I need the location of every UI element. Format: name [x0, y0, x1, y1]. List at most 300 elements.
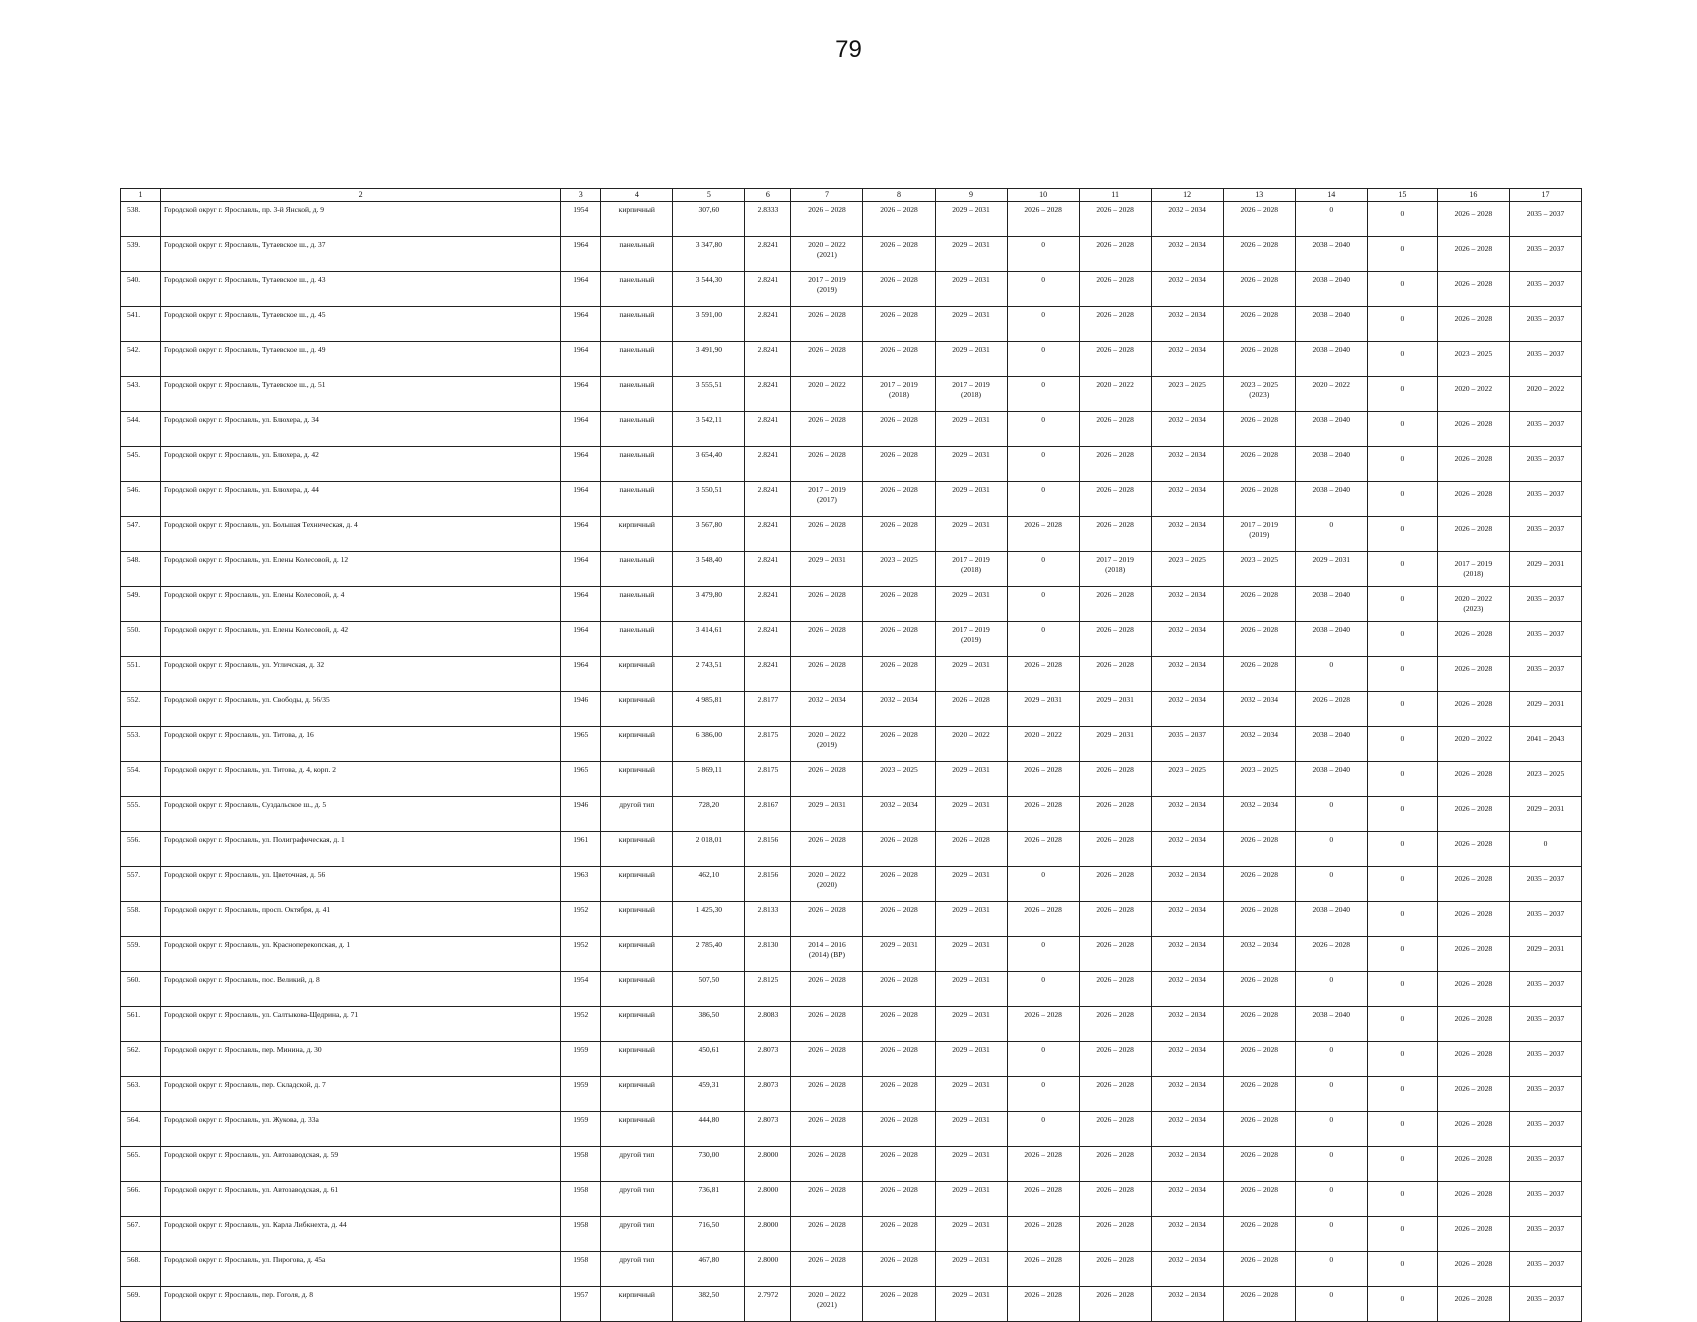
table-cell-col-1: 568. [121, 1252, 161, 1287]
table-row [121, 1007, 1582, 1042]
table-cell-col-7: 2026 – 2028 [791, 1182, 863, 1217]
table-cell-col-12: 2032 – 2034 [1151, 272, 1223, 307]
table-cell-col-2: Городской округ г. Ярославль, ул. Автозаводская, д. 59 [161, 1147, 561, 1182]
table-cell-col-4: кирпичный [601, 517, 673, 552]
table-cell-col-6: 2.8083 [745, 1007, 791, 1042]
table-cell-col-15: 0 [1367, 867, 1437, 902]
table-cell-col-1: 549. [121, 587, 161, 622]
table-cell-col-8: 2026 – 2028 [863, 1077, 935, 1112]
table-row [121, 482, 1582, 517]
table-cell-col-9: 2029 – 2031 [935, 517, 1007, 552]
table-cell-col-7: 2017 – 2019 (2019) [791, 272, 863, 307]
table-cell-col-7: 2026 – 2028 [791, 1042, 863, 1077]
table-cell-col-6: 2.8130 [745, 937, 791, 972]
table-cell-col-16: 2026 – 2028 [1437, 622, 1509, 657]
table-cell-col-9: 2029 – 2031 [935, 1042, 1007, 1077]
table-cell-col-16: 2026 – 2028 [1437, 482, 1509, 517]
table-cell-col-4: кирпичный [601, 937, 673, 972]
table-cell-col-5: 3 555,51 [673, 377, 745, 412]
table-cell-col-11: 2026 – 2028 [1079, 412, 1151, 447]
table-cell-col-1: 561. [121, 1007, 161, 1042]
table-cell-col-10: 0 [1007, 937, 1079, 972]
table-cell-col-12: 2032 – 2034 [1151, 1042, 1223, 1077]
table-cell-col-11: 2026 – 2028 [1079, 762, 1151, 797]
table-cell-col-13: 2026 – 2028 [1223, 972, 1295, 1007]
table-cell-col-9: 2029 – 2031 [935, 867, 1007, 902]
table-row [121, 1077, 1582, 1112]
table-cell-col-13: 2026 – 2028 [1223, 1217, 1295, 1252]
table-cell-col-5: 3 544,30 [673, 272, 745, 307]
table-cell-col-8: 2026 – 2028 [863, 657, 935, 692]
table-cell-col-17: 2035 – 2037 [1509, 1007, 1581, 1042]
table-cell-col-1: 560. [121, 972, 161, 1007]
table-cell-col-13: 2026 – 2028 [1223, 1147, 1295, 1182]
table-cell-col-3: 1958 [561, 1217, 601, 1252]
table-cell-col-17: 2029 – 2031 [1509, 552, 1581, 587]
table-cell-col-11: 2020 – 2022 [1079, 377, 1151, 412]
table-cell-col-6: 2.8241 [745, 517, 791, 552]
table-cell-col-3: 1963 [561, 867, 601, 902]
table-cell-col-3: 1964 [561, 552, 601, 587]
table-cell-col-13: 2026 – 2028 [1223, 482, 1295, 517]
table-row [121, 657, 1582, 692]
table-cell-col-7: 2026 – 2028 [791, 1217, 863, 1252]
table-cell-col-14: 0 [1295, 1217, 1367, 1252]
table-cell-col-11: 2026 – 2028 [1079, 1112, 1151, 1147]
table-cell-col-7: 2026 – 2028 [791, 972, 863, 1007]
table-cell-col-6: 2.8133 [745, 902, 791, 937]
table-cell-col-7: 2026 – 2028 [791, 1077, 863, 1112]
table-row [121, 377, 1582, 412]
column-number-2: 2 [161, 189, 561, 202]
table-cell-col-9: 2029 – 2031 [935, 342, 1007, 377]
table-row [121, 517, 1582, 552]
table-cell-col-14: 2038 – 2040 [1295, 482, 1367, 517]
table-row [121, 447, 1582, 482]
table-cell-col-12: 2032 – 2034 [1151, 342, 1223, 377]
table-body [121, 202, 1582, 1322]
table-cell-col-8: 2026 – 2028 [863, 972, 935, 1007]
table-cell-col-9: 2029 – 2031 [935, 972, 1007, 1007]
table-cell-col-11: 2026 – 2028 [1079, 272, 1151, 307]
table-cell-col-1: 563. [121, 1077, 161, 1112]
table-cell-col-12: 2032 – 2034 [1151, 517, 1223, 552]
table-cell-col-9: 2026 – 2028 [935, 832, 1007, 867]
table-cell-col-7: 2026 – 2028 [791, 1252, 863, 1287]
column-number-17: 17 [1509, 189, 1581, 202]
table-cell-col-5: 716,50 [673, 1217, 745, 1252]
table-row [121, 552, 1582, 587]
table-cell-col-8: 2026 – 2028 [863, 307, 935, 342]
table-cell-col-17: 2035 – 2037 [1509, 1287, 1581, 1322]
table-cell-col-13: 2032 – 2034 [1223, 797, 1295, 832]
table-cell-col-7: 2014 – 2016 (2014) (ВР) [791, 937, 863, 972]
table-cell-col-1: 566. [121, 1182, 161, 1217]
table-cell-col-5: 6 386,00 [673, 727, 745, 762]
table-cell-col-6: 2.8241 [745, 482, 791, 517]
table-cell-col-17: 2035 – 2037 [1509, 202, 1581, 237]
column-number-9: 9 [935, 189, 1007, 202]
table-cell-col-10: 0 [1007, 552, 1079, 587]
table-cell-col-10: 0 [1007, 1112, 1079, 1147]
table-cell-col-4: кирпичный [601, 902, 673, 937]
table-row [121, 1147, 1582, 1182]
table-cell-col-5: 1 425,30 [673, 902, 745, 937]
column-number-7: 7 [791, 189, 863, 202]
table-cell-col-2: Городской округ г. Ярославль, пер. Гоголя, д. 8 [161, 1287, 561, 1322]
table-cell-col-6: 2.8125 [745, 972, 791, 1007]
table-cell-col-16: 2026 – 2028 [1437, 412, 1509, 447]
table-cell-col-2: Городской округ г. Ярославль, ул. Карла Либкнехта, д. 44 [161, 1217, 561, 1252]
column-number-6: 6 [745, 189, 791, 202]
page-number: 79 [835, 36, 862, 63]
table-cell-col-15: 0 [1367, 1007, 1437, 1042]
table-cell-col-10: 0 [1007, 867, 1079, 902]
table-cell-col-2: Городской округ г. Ярославль, ул. Елены Колесовой, д. 12 [161, 552, 561, 587]
table-cell-col-13: 2026 – 2028 [1223, 1112, 1295, 1147]
table-cell-col-15: 0 [1367, 762, 1437, 797]
table-cell-col-9: 2029 – 2031 [935, 482, 1007, 517]
table-cell-col-9: 2029 – 2031 [935, 307, 1007, 342]
table-cell-col-15: 0 [1367, 1042, 1437, 1077]
table-cell-col-15: 0 [1367, 657, 1437, 692]
table-cell-col-3: 1952 [561, 1007, 601, 1042]
table-cell-col-7: 2029 – 2031 [791, 552, 863, 587]
table-cell-col-8: 2026 – 2028 [863, 412, 935, 447]
table-cell-col-1: 554. [121, 762, 161, 797]
table-cell-col-14: 0 [1295, 1112, 1367, 1147]
table-cell-col-6: 2.8241 [745, 237, 791, 272]
table-cell-col-9: 2029 – 2031 [935, 1007, 1007, 1042]
table-cell-col-16: 2026 – 2028 [1437, 1077, 1509, 1112]
table-cell-col-4: другой тип [601, 1217, 673, 1252]
table-cell-col-14: 2038 – 2040 [1295, 727, 1367, 762]
table-cell-col-2: Городской округ г. Ярославль, ул. Блюхера, д. 34 [161, 412, 561, 447]
table-cell-col-3: 1964 [561, 517, 601, 552]
table-cell-col-12: 2023 – 2025 [1151, 377, 1223, 412]
table-cell-col-3: 1958 [561, 1147, 601, 1182]
table-cell-col-13: 2026 – 2028 [1223, 657, 1295, 692]
table-cell-col-10: 0 [1007, 272, 1079, 307]
table-cell-col-4: кирпичный [601, 867, 673, 902]
table-cell-col-14: 0 [1295, 1252, 1367, 1287]
table-cell-col-16: 2026 – 2028 [1437, 867, 1509, 902]
table-cell-col-12: 2032 – 2034 [1151, 1077, 1223, 1112]
table-cell-col-8: 2026 – 2028 [863, 622, 935, 657]
table-cell-col-1: 558. [121, 902, 161, 937]
table-cell-col-16: 2026 – 2028 [1437, 1182, 1509, 1217]
table-cell-col-8: 2026 – 2028 [863, 1007, 935, 1042]
table-cell-col-7: 2020 – 2022 [791, 377, 863, 412]
table-cell-col-6: 2.8241 [745, 552, 791, 587]
table-cell-col-12: 2035 – 2037 [1151, 727, 1223, 762]
table-cell-col-12: 2032 – 2034 [1151, 867, 1223, 902]
table-cell-col-17: 2029 – 2031 [1509, 937, 1581, 972]
table-cell-col-7: 2026 – 2028 [791, 1147, 863, 1182]
table-cell-col-2: Городской округ г. Ярославль, ул. Автозаводская, д. 61 [161, 1182, 561, 1217]
table-cell-col-17: 2035 – 2037 [1509, 657, 1581, 692]
table-cell-col-16: 2026 – 2028 [1437, 797, 1509, 832]
table-cell-col-14: 0 [1295, 797, 1367, 832]
table-cell-col-10: 2026 – 2028 [1007, 517, 1079, 552]
table-cell-col-13: 2032 – 2034 [1223, 937, 1295, 972]
table-cell-col-9: 2029 – 2031 [935, 237, 1007, 272]
table-cell-col-5: 307,60 [673, 202, 745, 237]
table-cell-col-12: 2032 – 2034 [1151, 447, 1223, 482]
table-cell-col-4: панельный [601, 412, 673, 447]
table-cell-col-15: 0 [1367, 622, 1437, 657]
table-cell-col-9: 2029 – 2031 [935, 1112, 1007, 1147]
table-cell-col-1: 557. [121, 867, 161, 902]
table-cell-col-10: 2026 – 2028 [1007, 902, 1079, 937]
table-cell-col-7: 2026 – 2028 [791, 622, 863, 657]
table-cell-col-15: 0 [1367, 972, 1437, 1007]
table-cell-col-11: 2026 – 2028 [1079, 1252, 1151, 1287]
table-cell-col-15: 0 [1367, 1077, 1437, 1112]
table-cell-col-15: 0 [1367, 902, 1437, 937]
table-cell-col-15: 0 [1367, 937, 1437, 972]
table-cell-col-3: 1964 [561, 342, 601, 377]
table-cell-col-15: 0 [1367, 1252, 1437, 1287]
table-cell-col-12: 2023 – 2025 [1151, 762, 1223, 797]
table-cell-col-5: 462,10 [673, 867, 745, 902]
table-cell-col-10: 0 [1007, 587, 1079, 622]
table-cell-col-11: 2026 – 2028 [1079, 1077, 1151, 1112]
table-cell-col-5: 2 743,51 [673, 657, 745, 692]
column-number-11: 11 [1079, 189, 1151, 202]
table-cell-col-6: 2.8175 [745, 727, 791, 762]
table-cell-col-17: 2035 – 2037 [1509, 867, 1581, 902]
table-cell-col-4: панельный [601, 622, 673, 657]
table-cell-col-13: 2026 – 2028 [1223, 902, 1295, 937]
table-cell-col-4: панельный [601, 587, 673, 622]
table-cell-col-8: 2026 – 2028 [863, 867, 935, 902]
table-cell-col-17: 2035 – 2037 [1509, 1147, 1581, 1182]
table-cell-col-13: 2023 – 2025 [1223, 552, 1295, 587]
column-number-1: 1 [121, 189, 161, 202]
table-cell-col-14: 0 [1295, 867, 1367, 902]
table-cell-col-5: 4 985,81 [673, 692, 745, 727]
table-cell-col-4: кирпичный [601, 972, 673, 1007]
column-number-3: 3 [561, 189, 601, 202]
table-cell-col-10: 0 [1007, 482, 1079, 517]
table-cell-col-2: Городской округ г. Ярославль, ул. Свободы, д. 56/35 [161, 692, 561, 727]
table-cell-col-8: 2023 – 2025 [863, 552, 935, 587]
table-cell-col-6: 2.8241 [745, 377, 791, 412]
table-cell-col-11: 2026 – 2028 [1079, 1217, 1151, 1252]
table-cell-col-7: 2026 – 2028 [791, 412, 863, 447]
table-cell-col-8: 2026 – 2028 [863, 482, 935, 517]
table-cell-col-12: 2032 – 2034 [1151, 972, 1223, 1007]
table-cell-col-16: 2026 – 2028 [1437, 517, 1509, 552]
table-cell-col-3: 1964 [561, 657, 601, 692]
table-cell-col-13: 2026 – 2028 [1223, 1252, 1295, 1287]
table-cell-col-3: 1954 [561, 202, 601, 237]
table-cell-col-13: 2026 – 2028 [1223, 307, 1295, 342]
table-row [121, 202, 1582, 237]
table-cell-col-6: 2.8241 [745, 307, 791, 342]
table-cell-col-5: 382,50 [673, 1287, 745, 1322]
table-cell-col-1: 552. [121, 692, 161, 727]
table-cell-col-5: 2 018,01 [673, 832, 745, 867]
table-cell-col-9: 2029 – 2031 [935, 272, 1007, 307]
table-cell-col-13: 2032 – 2034 [1223, 727, 1295, 762]
table-cell-col-3: 1964 [561, 482, 601, 517]
table-cell-col-11: 2017 – 2019 (2018) [1079, 552, 1151, 587]
table-cell-col-6: 2.8175 [745, 762, 791, 797]
table-cell-col-15: 0 [1367, 447, 1437, 482]
table-cell-col-3: 1959 [561, 1042, 601, 1077]
table-cell-col-16: 2020 – 2022 (2023) [1437, 587, 1509, 622]
table-cell-col-3: 1959 [561, 1077, 601, 1112]
table-cell-col-13: 2026 – 2028 [1223, 1182, 1295, 1217]
table-cell-col-2: Городской округ г. Ярославль, ул. Титова, д. 16 [161, 727, 561, 762]
table-cell-col-14: 2038 – 2040 [1295, 237, 1367, 272]
table-cell-col-15: 0 [1367, 237, 1437, 272]
table-cell-col-9: 2026 – 2028 [935, 692, 1007, 727]
table-row [121, 692, 1582, 727]
table-cell-col-3: 1964 [561, 587, 601, 622]
table-cell-col-16: 2026 – 2028 [1437, 1252, 1509, 1287]
table-cell-col-17: 2035 – 2037 [1509, 307, 1581, 342]
table-row [121, 1287, 1582, 1322]
table-cell-col-15: 0 [1367, 412, 1437, 447]
table-cell-col-16: 2026 – 2028 [1437, 832, 1509, 867]
table-cell-col-4: другой тип [601, 797, 673, 832]
table-cell-col-14: 0 [1295, 1077, 1367, 1112]
table-cell-col-15: 0 [1367, 587, 1437, 622]
table-cell-col-9: 2017 – 2019 (2018) [935, 377, 1007, 412]
table-cell-col-8: 2026 – 2028 [863, 1147, 935, 1182]
table-cell-col-6: 2.8000 [745, 1182, 791, 1217]
table-row [121, 937, 1582, 972]
table-cell-col-16: 2026 – 2028 [1437, 1042, 1509, 1077]
table-cell-col-7: 2026 – 2028 [791, 202, 863, 237]
table-cell-col-11: 2026 – 2028 [1079, 202, 1151, 237]
table-cell-col-10: 2026 – 2028 [1007, 1252, 1079, 1287]
table-cell-col-1: 542. [121, 342, 161, 377]
table-cell-col-2: Городской округ г. Ярославль, ул. Большая Техническая, д. 4 [161, 517, 561, 552]
table-cell-col-2: Городской округ г. Ярославль, ул. Елены Колесовой, д. 4 [161, 587, 561, 622]
table-cell-col-1: 567. [121, 1217, 161, 1252]
table-cell-col-14: 0 [1295, 1287, 1367, 1322]
table-cell-col-9: 2029 – 2031 [935, 657, 1007, 692]
table-cell-col-17: 2035 – 2037 [1509, 902, 1581, 937]
table-cell-col-4: панельный [601, 482, 673, 517]
table-cell-col-15: 0 [1367, 1112, 1437, 1147]
table-cell-col-11: 2026 – 2028 [1079, 937, 1151, 972]
table-cell-col-2: Городской округ г. Ярославль, ул. Красноперекопская, д. 1 [161, 937, 561, 972]
table-cell-col-11: 2026 – 2028 [1079, 307, 1151, 342]
table-cell-col-9: 2029 – 2031 [935, 1147, 1007, 1182]
table-cell-col-10: 0 [1007, 307, 1079, 342]
table-cell-col-9: 2029 – 2031 [935, 1287, 1007, 1322]
table-cell-col-15: 0 [1367, 1182, 1437, 1217]
table-cell-col-17: 2029 – 2031 [1509, 692, 1581, 727]
table-cell-col-8: 2026 – 2028 [863, 587, 935, 622]
table-cell-col-3: 1946 [561, 797, 601, 832]
table-cell-col-10: 2029 – 2031 [1007, 692, 1079, 727]
table-cell-col-17: 2035 – 2037 [1509, 412, 1581, 447]
table-cell-col-6: 2.8156 [745, 832, 791, 867]
table-cell-col-17: 2035 – 2037 [1509, 447, 1581, 482]
table-cell-col-15: 0 [1367, 1287, 1437, 1322]
table-cell-col-12: 2032 – 2034 [1151, 202, 1223, 237]
table-cell-col-15: 0 [1367, 832, 1437, 867]
table-cell-col-4: панельный [601, 447, 673, 482]
table-cell-col-14: 0 [1295, 1182, 1367, 1217]
table-cell-col-7: 2026 – 2028 [791, 832, 863, 867]
table-cell-col-14: 2038 – 2040 [1295, 1007, 1367, 1042]
table-cell-col-14: 0 [1295, 1042, 1367, 1077]
table-cell-col-6: 2.8241 [745, 447, 791, 482]
table-cell-col-6: 2.7972 [745, 1287, 791, 1322]
table-cell-col-12: 2032 – 2034 [1151, 797, 1223, 832]
table-cell-col-7: 2026 – 2028 [791, 447, 863, 482]
table-cell-col-11: 2026 – 2028 [1079, 1182, 1151, 1217]
table-cell-col-15: 0 [1367, 692, 1437, 727]
table-cell-col-11: 2026 – 2028 [1079, 1147, 1151, 1182]
table-cell-col-3: 1952 [561, 902, 601, 937]
table-cell-col-2: Городской округ г. Ярославль, ул. Жукова, д. 33а [161, 1112, 561, 1147]
table-cell-col-13: 2017 – 2019 (2019) [1223, 517, 1295, 552]
table-cell-col-13: 2023 – 2025 (2023) [1223, 377, 1295, 412]
table-cell-col-9: 2029 – 2031 [935, 762, 1007, 797]
table-cell-col-2: Городской округ г. Ярославль, ул. Угличская, д. 32 [161, 657, 561, 692]
table-cell-col-16: 2020 – 2022 [1437, 727, 1509, 762]
table-cell-col-10: 2020 – 2022 [1007, 727, 1079, 762]
table-cell-col-5: 507,50 [673, 972, 745, 1007]
table-cell-col-1: 555. [121, 797, 161, 832]
table-cell-col-1: 538. [121, 202, 161, 237]
table-cell-col-4: кирпичный [601, 1287, 673, 1322]
table-cell-col-16: 2026 – 2028 [1437, 1112, 1509, 1147]
table-cell-col-12: 2032 – 2034 [1151, 587, 1223, 622]
table-cell-col-4: кирпичный [601, 832, 673, 867]
table-cell-col-8: 2026 – 2028 [863, 832, 935, 867]
table-cell-col-5: 3 654,40 [673, 447, 745, 482]
table-cell-col-13: 2026 – 2028 [1223, 1007, 1295, 1042]
table-cell-col-8: 2026 – 2028 [863, 202, 935, 237]
table-cell-col-11: 2026 – 2028 [1079, 1007, 1151, 1042]
table-row [121, 1042, 1582, 1077]
table-cell-col-5: 728,20 [673, 797, 745, 832]
table-cell-col-6: 2.8241 [745, 272, 791, 307]
table-cell-col-9: 2029 – 2031 [935, 202, 1007, 237]
table-row [121, 1182, 1582, 1217]
table-cell-col-11: 2026 – 2028 [1079, 447, 1151, 482]
table-row [121, 867, 1582, 902]
table-cell-col-7: 2020 – 2022 (2019) [791, 727, 863, 762]
table-cell-col-10: 0 [1007, 1042, 1079, 1077]
table-cell-col-12: 2032 – 2034 [1151, 1252, 1223, 1287]
column-number-13: 13 [1223, 189, 1295, 202]
table-cell-col-9: 2029 – 2031 [935, 797, 1007, 832]
table-cell-col-5: 444,80 [673, 1112, 745, 1147]
table-cell-col-3: 1965 [561, 727, 601, 762]
table-cell-col-2: Городской округ г. Ярославль, ул. Полиграфическая, д. 1 [161, 832, 561, 867]
table-cell-col-12: 2032 – 2034 [1151, 832, 1223, 867]
table-cell-col-5: 5 869,11 [673, 762, 745, 797]
table-cell-col-8: 2026 – 2028 [863, 1287, 935, 1322]
table-cell-col-8: 2026 – 2028 [863, 1217, 935, 1252]
table-cell-col-14: 0 [1295, 517, 1367, 552]
table-cell-col-14: 2026 – 2028 [1295, 692, 1367, 727]
table-cell-col-8: 2026 – 2028 [863, 727, 935, 762]
table-cell-col-4: панельный [601, 552, 673, 587]
table-cell-col-1: 565. [121, 1147, 161, 1182]
table-cell-col-4: кирпичный [601, 1007, 673, 1042]
